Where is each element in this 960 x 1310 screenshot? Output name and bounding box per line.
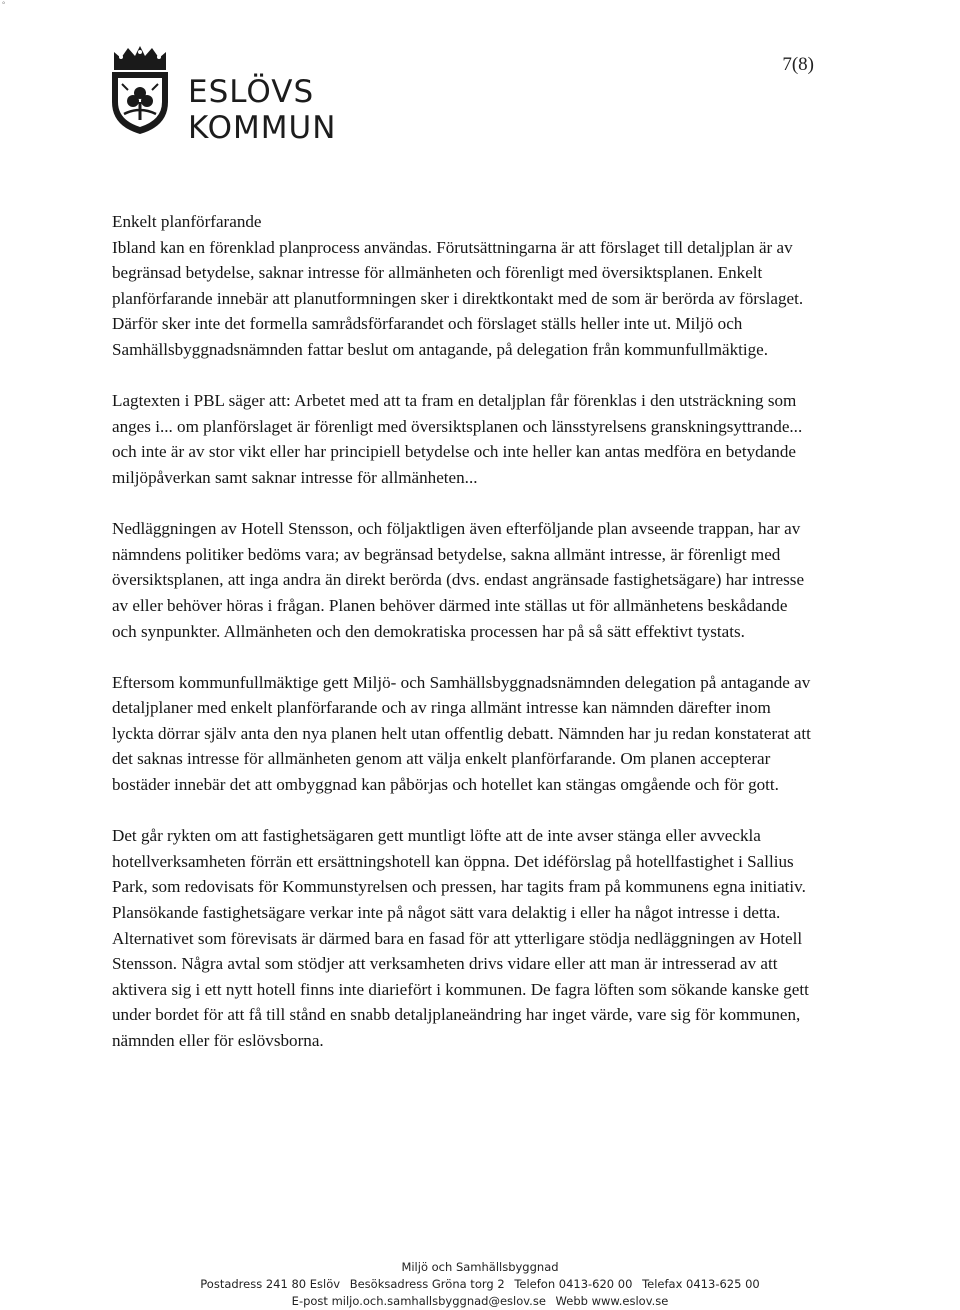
footer-email: E-post miljo.och.samhallsbyggnad@eslov.se	[291, 1294, 546, 1308]
document-body	[112, 209, 812, 1054]
footer-postal-address: Postadress 241 80 Eslöv	[200, 1277, 341, 1291]
municipality-name	[188, 74, 336, 146]
footer-website: Webb www.eslov.se	[555, 1294, 669, 1308]
municipality-name-line2: KOMMUN	[188, 110, 337, 146]
page-number: 7(8)	[782, 54, 814, 75]
municipality-logo	[106, 44, 346, 144]
paragraph-rumours: Det går rykten om att fastighetsägaren gett muntligt löfte att de inte avser stänga eller avveckla hotellverksamheten förrän ett ersättningshotell kan öppna. Det idéförslag på hotellfastighet i Sallius Park, som redovisats för Kommunstyrelsen och pressen, har tagits fram på kommunens egna initiativ. Plansökande fastighetsägare verkar inte på något sätt vara delaktig i eller ha något intresse i detta. Alternativet som förevisats är därmed bara en fasad för att ytterligare stödja nedläggningen av Hotell Stensson. Några avtal som stödjer att verksamheten drivs vidare eller att man är intresserad av att aktivera sig i ett nytt hotell finns inte diariefört i kommunen. De fagra löften som sökande kanske gett under bordet för att få till stånd en snabb detaljplaneändring har inget värde, vare sig för kommunen, nämnden eller för eslövsborna.	[112, 826, 809, 1050]
footer-visit-address: Besöksadress Gröna torg 2	[349, 1277, 505, 1291]
footer-fax: Telefax 0413-625 00	[642, 1277, 760, 1291]
section-heading: Enkelt planförfarande	[112, 212, 262, 231]
paragraph-hotel-closure: Nedläggningen av Hotell Stensson, och följaktligen även efterföljande plan avseende trappan, har av nämndens politiker bedöms vara; av begränsad betydelse, sakna allmänt intresse, är förenligt med översiktsplanen, att inga andra än direkt berörda (dvs. endast angränsade fastighetsägare) har intresse av eller behöver höras i frågan. Planen behöver därmed inte ställas ut för allmänhetens beskådande och synpunkter. Allmänheten och den demokratiska processen har på så sätt effektivt tystats.	[112, 519, 805, 641]
footer-contact-line	[0, 1276, 960, 1293]
footer-phone: Telefon 0413-620 00	[514, 1277, 633, 1291]
paragraph-delegation: Eftersom kommunfullmäktige gett Miljö- och Samhällsbyggnadsnämnden delegation på antagande av detaljplaner med enkelt planförfarande och av ringa allmänt intresse kan nämnden därefter inom lyckta dörrar själv anta den nya planen helt utan offentlig debatt. Nämnden har ju redan konstaterat att det saknas intresse för allmänheten genom att välja enkelt planförfarande. Om planen accepterar bostäder innebär det att ombyggnad kan påbörjas och hotellet kan stängas omgående och för gott.	[112, 672, 811, 795]
footer-online-line	[0, 1293, 960, 1310]
coat-of-arms-icon	[106, 44, 174, 136]
page-footer	[0, 1259, 960, 1310]
paragraph-simplified-procedure: Ibland kan en förenklad planprocess användas. Förutsättningarna är att förslaget till detaljplan är av begränsad betydelse, saknar intresse för allmänheten och förenligt med översiktsplanen. Enkelt planförfarande innebär att planutformningen sker i direktkontakt med de som är berörda av förslaget. Därför sker inte det formella samrådsförfarandet och förslaget ställs heller inte ut. Miljö och Samhällsbyggnadsnämnden fattar beslut om antagande, på delegation från kommunfullmäktige.	[112, 237, 804, 359]
municipality-name-line1: ESLÖVS	[188, 74, 315, 110]
paragraph-pbl-quote: Lagtexten i PBL säger att: Arbetet med att ta fram en detaljplan får förenklas i den utsträckning som anges i... om planförslaget är förenligt med översiktsplanen och länsstyrelsens granskningsyttrande... och inte är av stor vikt eller har principiell betydelse och inte heller kan antas medföra en betydande miljöpåverkan samt saknar intresse för allmänheten...	[112, 391, 803, 487]
footer-department: Miljö och Samhällsbyggnad	[401, 1260, 559, 1274]
scan-mark: °	[2, 0, 6, 9]
